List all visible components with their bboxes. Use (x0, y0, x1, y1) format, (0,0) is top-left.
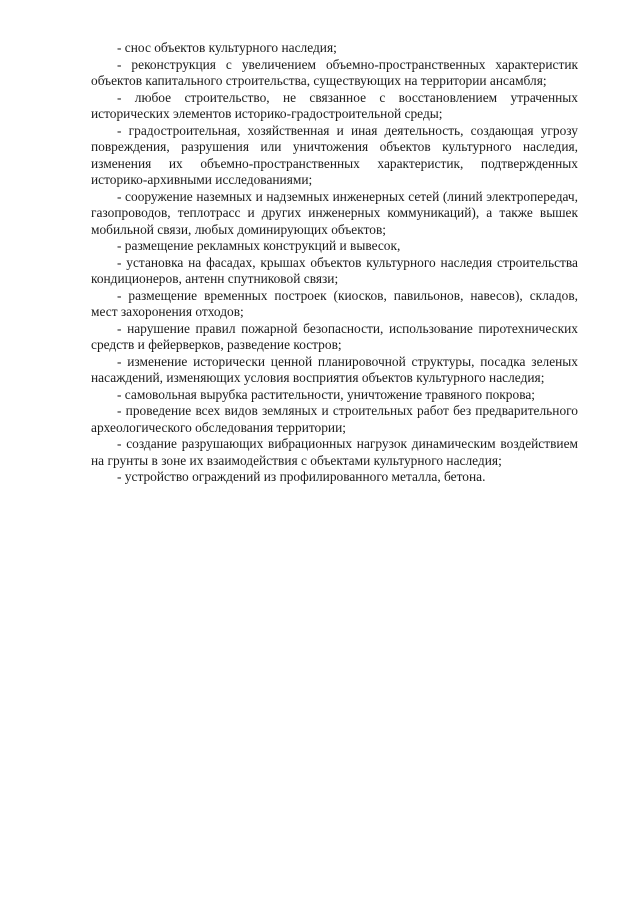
list-item: - проведение всех видов земляных и строительных работ без предварительного археологического обследования территории; (91, 403, 578, 435)
restrictions-list (91, 40, 578, 486)
list-item: - размещение рекламных конструкций и вывесок, (117, 238, 401, 253)
list-item: - установка на фасадах, крышах объектов культурного наследия строительства кондиционеров, антенн спутниковой связи; (91, 254, 578, 286)
list-item: - сооружение наземных и надземных инженерных сетей (линий электропередач, газопроводов, теплотрасс и других инженерных коммуникаций), а также вышек мобильной связи, любых доминирующих объектов; (91, 188, 578, 237)
list-item: - изменение исторически ценной планировочной структуры, посадка зеленых насаждений, изменяющих условия восприятия объектов культурного наследия; (91, 353, 578, 385)
list-item: - снос объектов культурного наследия; (117, 40, 337, 55)
list-item: - самовольная вырубка растительности, уничтожение травяного покрова; (117, 386, 536, 402)
list-item: - создание разрушающих вибрационных нагрузок динамическим воздействием на грунты в зоне их взаимодействия с объектами культурного наследия; (91, 436, 578, 468)
list-item: - устройство ограждений из профилированного металла, бетона. (117, 469, 486, 484)
list-item: - любое строительство, не связанное с восстановлением утраченных исторических элементов историко-градостроительной среды; (91, 89, 578, 121)
list-item: - градостроительная, хозяйственная и иная деятельность, создающая угрозу повреждения, разрушения или уничтожения объектов культурного наследия, изменения их объемно-пространственных характеристик, подтвержденных историко-архивными исследованиями; (91, 122, 578, 187)
list-item: - нарушение правил пожарной безопасности, использование пиротехнических средств и фейерверков, разведение костров; (91, 320, 578, 352)
list-item: - размещение временных построек (киосков, павильонов, навесов), складов, мест захоронения отходов; (91, 287, 578, 319)
list-item: - реконструкция с увеличением объемно-пространственных характеристик объектов капитального строительства, существующих на территории ансамбля; (91, 56, 578, 88)
